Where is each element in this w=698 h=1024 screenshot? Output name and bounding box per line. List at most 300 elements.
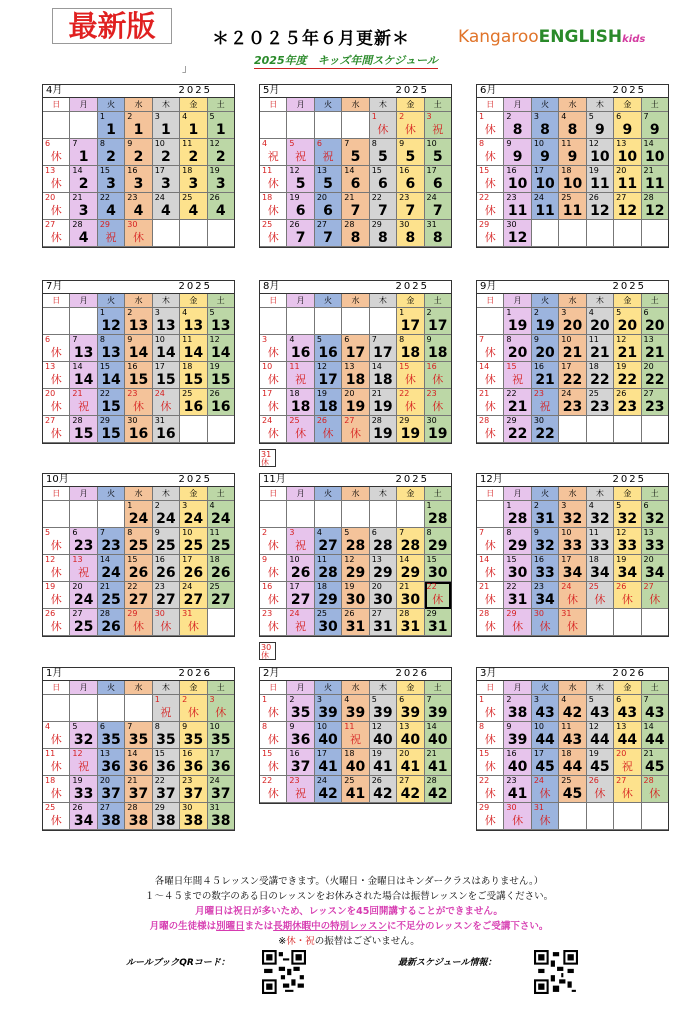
lesson-number: 26 xyxy=(290,565,311,581)
day-cell xyxy=(315,362,342,389)
lesson-number: 30 xyxy=(507,565,528,581)
day-number: 27 xyxy=(643,389,654,398)
day-cell xyxy=(125,776,152,803)
day-cell xyxy=(98,609,125,636)
day-cell xyxy=(125,528,152,555)
day-cell xyxy=(208,335,234,362)
weekday-label: 水 xyxy=(342,681,369,695)
day-cell xyxy=(260,722,287,749)
empty-cell xyxy=(287,501,314,528)
lesson-number: 3 xyxy=(78,203,89,219)
lesson-number: 36 xyxy=(128,759,149,775)
day-number: 5 xyxy=(209,308,215,317)
month-year: 2026 xyxy=(395,668,429,679)
lesson-number: 29 xyxy=(428,538,448,554)
day-cell xyxy=(397,722,424,749)
holiday-mark: 休 xyxy=(484,760,496,773)
lesson-number: 42 xyxy=(400,786,421,802)
lesson-number: 9 xyxy=(649,122,660,138)
weekday-header xyxy=(43,98,234,112)
day-cell xyxy=(425,166,451,193)
day-number: 11 xyxy=(561,722,572,731)
day-cell xyxy=(70,749,97,776)
lesson-number: 35 xyxy=(156,732,176,748)
day-cell xyxy=(98,416,125,443)
day-number: 20 xyxy=(316,193,328,202)
day-number: 2 xyxy=(182,695,188,704)
day-number: 2 xyxy=(426,308,432,317)
day-number: 16 xyxy=(154,555,165,564)
lesson-number: 4 xyxy=(106,203,116,219)
day-number: 24 xyxy=(182,582,193,591)
day-cell xyxy=(315,582,342,609)
day-number: 8 xyxy=(506,335,512,344)
day-cell xyxy=(260,695,287,722)
day-number: 2 xyxy=(262,528,268,537)
lesson-number: 17 xyxy=(373,345,393,361)
day-number: 3 xyxy=(426,112,432,121)
weekday-label: 火 xyxy=(532,681,559,695)
lesson-number: 29 xyxy=(373,565,393,581)
day-cell xyxy=(153,776,180,803)
lesson-number: 24 xyxy=(183,511,204,527)
lesson-number: 19 xyxy=(345,399,366,415)
lesson-number: 39 xyxy=(400,705,421,721)
day-number: 29 xyxy=(99,416,111,425)
day-cell xyxy=(642,582,668,609)
day-number: 12 xyxy=(616,528,627,537)
weekday-label: 日 xyxy=(260,487,287,501)
weekday-label: 日 xyxy=(260,294,287,308)
day-number: 4 xyxy=(588,501,594,510)
rulebook-qr-code[interactable] xyxy=(262,950,306,994)
day-cell xyxy=(397,335,424,362)
day-cell xyxy=(559,776,586,803)
day-number: 31 xyxy=(533,803,545,812)
day-number: 28 xyxy=(479,416,490,425)
day-number: 14 xyxy=(72,362,83,371)
day-number: 20 xyxy=(72,582,83,591)
day-cell xyxy=(504,722,531,749)
lesson-number: 15 xyxy=(73,426,94,442)
lesson-number: 9 xyxy=(622,122,633,138)
day-number: 3 xyxy=(533,695,539,704)
stray-bracket: 」 xyxy=(182,64,192,75)
day-cell xyxy=(397,582,424,609)
lesson-number: 21 xyxy=(562,345,583,361)
day-number: 15 xyxy=(399,362,410,371)
holiday-mark: 休 xyxy=(50,150,62,163)
day-cell xyxy=(477,416,504,443)
day-number: 13 xyxy=(616,722,627,731)
day-number: 16 xyxy=(506,749,517,758)
holiday-mark: 祝 xyxy=(322,150,334,163)
day-cell xyxy=(504,695,531,722)
weekday-label: 水 xyxy=(559,487,586,501)
week-row xyxy=(43,416,234,443)
day-number: 15 xyxy=(479,166,490,175)
day-number: 29 xyxy=(371,220,382,229)
empty-cell xyxy=(70,501,97,528)
month-year: 2025 xyxy=(395,85,429,96)
day-cell xyxy=(98,193,125,220)
day-number: 2 xyxy=(399,112,405,121)
day-cell xyxy=(43,139,70,166)
day-cell xyxy=(342,416,369,443)
empty-cell xyxy=(477,501,504,528)
day-number: 15 xyxy=(99,362,111,371)
day-number: 12 xyxy=(588,139,599,148)
day-cell xyxy=(208,749,234,776)
day-number: 5 xyxy=(344,528,350,537)
schedule-qr-code[interactable] xyxy=(534,950,578,994)
lesson-number: 13 xyxy=(101,345,121,361)
day-cell xyxy=(342,335,369,362)
lesson-number: 10 xyxy=(617,149,638,165)
lesson-number: 10 xyxy=(590,149,610,165)
day-number: 25 xyxy=(209,582,220,591)
day-cell xyxy=(397,362,424,389)
lesson-number: 6 xyxy=(405,176,416,192)
holiday-mark: 休 xyxy=(267,760,279,773)
note-other-day: 別曜日 xyxy=(216,921,245,932)
day-number: 18 xyxy=(588,362,599,371)
lesson-number: 11 xyxy=(562,203,583,219)
day-number: 2 xyxy=(127,308,133,317)
empty-cell xyxy=(287,112,314,139)
week-row xyxy=(477,501,668,528)
day-number: 31 xyxy=(154,416,165,425)
day-number: 26 xyxy=(344,609,355,618)
holiday-mark: 休 xyxy=(267,346,279,359)
day-number: 16 xyxy=(399,166,410,175)
lesson-number: 4 xyxy=(188,203,199,219)
day-cell xyxy=(397,220,424,247)
holiday-mark: 休 xyxy=(621,593,633,606)
day-cell xyxy=(315,335,342,362)
day-number: 19 xyxy=(45,582,56,591)
lesson-number: 17 xyxy=(345,345,366,361)
day-number: 18 xyxy=(289,389,300,398)
day-number: 28 xyxy=(72,220,83,229)
month-year: 2025 xyxy=(612,281,646,292)
holiday-mark: 祝 xyxy=(295,373,307,386)
lesson-number: 33 xyxy=(73,786,94,802)
day-cell xyxy=(397,193,424,220)
day-cell xyxy=(180,609,207,636)
lesson-number: 18 xyxy=(318,399,338,415)
month-header xyxy=(43,668,234,681)
day-cell xyxy=(43,362,70,389)
holiday-mark: 休 xyxy=(50,539,62,552)
day-number: 9 xyxy=(182,722,188,731)
weekday-label: 金 xyxy=(397,294,424,308)
day-number: 9 xyxy=(533,335,539,344)
day-number: 30 xyxy=(399,220,410,229)
note-makeup-lessons: １～４５までの数字のある日のレッスンをお休みされた場合は振替レッスンをご受講ください。 xyxy=(144,891,554,902)
day-number: 13 xyxy=(316,166,328,175)
day-number: 13 xyxy=(99,749,111,758)
day-cell xyxy=(504,776,531,803)
day-number: 27 xyxy=(45,220,56,229)
day-number: 9 xyxy=(262,555,268,564)
day-number: 27 xyxy=(399,776,410,785)
day-cell xyxy=(642,362,668,389)
holiday-mark: 休 xyxy=(484,400,496,413)
weekday-label: 木 xyxy=(370,294,397,308)
day-number: 22 xyxy=(426,582,437,591)
day-number: 10 xyxy=(533,139,545,148)
lesson-number: 4 xyxy=(215,203,226,219)
day-number: 10 xyxy=(289,555,300,564)
day-cell xyxy=(477,528,504,555)
day-number: 12 xyxy=(588,722,599,731)
weekday-label: 月 xyxy=(504,294,531,308)
day-cell xyxy=(642,501,668,528)
week-row xyxy=(43,582,234,609)
holiday-mark: 祝 xyxy=(160,706,172,719)
day-cell xyxy=(180,776,207,803)
day-number: 8 xyxy=(154,722,160,731)
day-cell xyxy=(287,749,314,776)
day-number: 27 xyxy=(316,220,328,229)
day-cell xyxy=(315,555,342,582)
day-cell xyxy=(559,139,586,166)
day-number: 1 xyxy=(479,112,485,121)
lesson-number: 14 xyxy=(211,345,231,361)
day-cell xyxy=(180,501,207,528)
day-number: 22 xyxy=(479,776,490,785)
lesson-number: 11 xyxy=(617,176,638,192)
lesson-number: 37 xyxy=(211,786,231,802)
holiday-mark: 休 xyxy=(50,760,62,773)
empty-cell xyxy=(208,609,234,636)
lesson-number: 12 xyxy=(617,203,638,219)
month-year: 2025 xyxy=(178,85,212,96)
day-cell xyxy=(532,389,559,416)
day-number: 10 xyxy=(561,528,572,537)
day-number: 6 xyxy=(371,528,377,537)
day-number: 27 xyxy=(99,803,111,812)
day-cell xyxy=(315,220,342,247)
weekday-label: 木 xyxy=(153,681,180,695)
day-cell xyxy=(425,389,451,416)
day-number: 11 xyxy=(182,335,193,344)
day-number: 8 xyxy=(99,335,105,344)
lesson-number: 13 xyxy=(128,318,149,334)
holiday-mark: 休 xyxy=(539,620,551,633)
lesson-number: 14 xyxy=(128,345,149,361)
holiday-mark: 休 xyxy=(267,400,279,413)
day-number: 17 xyxy=(262,389,273,398)
weekday-label: 火 xyxy=(98,681,125,695)
day-number: 9 xyxy=(506,139,512,148)
day-number: 19 xyxy=(344,582,355,591)
day-number: 12 xyxy=(616,335,627,344)
day-number: 29 xyxy=(154,803,165,812)
day-cell xyxy=(70,803,97,830)
day-number: 9 xyxy=(127,139,133,148)
day-cell xyxy=(532,139,559,166)
day-cell xyxy=(342,139,369,166)
day-number: 17 xyxy=(533,749,545,758)
lesson-number: 24 xyxy=(156,511,176,527)
day-cell xyxy=(70,362,97,389)
lesson-number: 24 xyxy=(73,592,94,608)
day-cell xyxy=(125,416,152,443)
empty-cell xyxy=(70,112,97,139)
weekday-label: 水 xyxy=(559,98,586,112)
day-number: 7 xyxy=(479,335,485,344)
lesson-number: 42 xyxy=(318,786,338,802)
lesson-number: 11 xyxy=(535,203,555,219)
day-number: 8 xyxy=(371,139,377,148)
day-cell xyxy=(208,555,234,582)
day-cell xyxy=(425,609,451,636)
day-cell xyxy=(260,335,287,362)
page-subtitle: 2025年度 キッズ年間スケジュール xyxy=(254,54,438,67)
day-number: 14 xyxy=(72,166,83,175)
day-cell xyxy=(425,139,451,166)
week-row xyxy=(43,335,234,362)
empty-cell xyxy=(43,501,70,528)
week-row xyxy=(43,803,234,830)
month-header xyxy=(477,281,668,294)
holiday-mark: 休 xyxy=(484,346,496,359)
weekday-label: 木 xyxy=(370,98,397,112)
month-calendar xyxy=(476,473,669,637)
day-number: 1 xyxy=(154,695,160,704)
holiday-mark: 祝 xyxy=(432,123,444,136)
day-number: 18 xyxy=(209,555,220,564)
day-number: 8 xyxy=(127,528,133,537)
month-calendar xyxy=(476,667,669,831)
day-number: 17 xyxy=(154,166,165,175)
day-number: 14 xyxy=(399,555,410,564)
weekday-label: 金 xyxy=(180,98,207,112)
empty-cell xyxy=(98,695,125,722)
lesson-number: 41 xyxy=(373,759,393,775)
day-cell xyxy=(532,803,559,830)
empty-cell xyxy=(587,220,614,247)
day-number: 22 xyxy=(127,582,138,591)
day-cell xyxy=(43,776,70,803)
day-number: 20 xyxy=(616,166,627,175)
lesson-number: 7 xyxy=(295,230,306,246)
day-cell xyxy=(70,582,97,609)
holiday-mark: 休 xyxy=(267,706,279,719)
day-cell xyxy=(125,220,152,247)
lesson-number: 5 xyxy=(295,176,306,192)
weekday-label: 土 xyxy=(208,294,234,308)
day-number: 7 xyxy=(426,695,432,704)
lesson-number: 41 xyxy=(428,759,448,775)
day-number: 27 xyxy=(371,609,382,618)
empty-cell xyxy=(342,501,369,528)
note-text: 月曜の生徒様は xyxy=(149,921,217,932)
kangaroo-english-logo xyxy=(458,27,645,47)
weekday-label: 木 xyxy=(153,294,180,308)
day-cell xyxy=(287,609,314,636)
lesson-number: 34 xyxy=(645,565,665,581)
month-name: 5月 xyxy=(263,85,280,96)
day-cell xyxy=(477,166,504,193)
day-cell xyxy=(504,555,531,582)
day-number: 25 xyxy=(289,416,300,425)
empty-cell xyxy=(315,501,342,528)
day-number: 21 xyxy=(99,582,111,591)
lesson-number: 16 xyxy=(128,426,149,442)
weekday-label: 金 xyxy=(180,294,207,308)
week-row xyxy=(43,501,234,528)
day-cell xyxy=(425,362,451,389)
day-number: 7 xyxy=(127,722,133,731)
day-cell xyxy=(342,362,369,389)
week-row xyxy=(43,528,234,555)
day-cell xyxy=(642,308,668,335)
day-cell xyxy=(153,609,180,636)
lesson-number: 1 xyxy=(188,122,199,138)
empty-cell xyxy=(587,416,614,443)
weekday-label: 月 xyxy=(287,487,314,501)
lesson-number: 6 xyxy=(295,203,306,219)
holiday-mark: 休 xyxy=(267,620,279,633)
day-number: 22 xyxy=(371,193,382,202)
lesson-number: 12 xyxy=(101,318,121,334)
weekday-label: 木 xyxy=(370,681,397,695)
day-number: 22 xyxy=(262,776,273,785)
day-cell xyxy=(559,308,586,335)
day-number: 11 xyxy=(588,528,599,537)
lesson-number: 27 xyxy=(183,592,204,608)
holiday-mark: 休 xyxy=(267,566,279,579)
lesson-number: 19 xyxy=(507,318,528,334)
day-number: 24 xyxy=(533,193,545,202)
day-number: 25 xyxy=(182,193,193,202)
day-cell xyxy=(504,389,531,416)
lesson-number: 20 xyxy=(507,345,528,361)
empty-cell xyxy=(208,416,234,443)
holiday-mark: 休 xyxy=(539,814,551,827)
day-cell xyxy=(397,609,424,636)
day-number: 10 xyxy=(209,722,220,731)
day-cell xyxy=(43,389,70,416)
day-cell xyxy=(153,308,180,335)
day-number: 13 xyxy=(643,335,654,344)
lesson-number: 12 xyxy=(507,230,528,246)
overflow-day-cell xyxy=(259,449,276,467)
holiday-mark: 祝 xyxy=(78,566,90,579)
day-cell xyxy=(397,776,424,803)
day-cell xyxy=(397,528,424,555)
day-number: 21 xyxy=(72,193,83,202)
day-cell xyxy=(559,193,586,220)
holiday-mark: 休 xyxy=(404,400,416,413)
day-number: 4 xyxy=(182,112,188,121)
day-number: 22 xyxy=(506,582,517,591)
day-cell xyxy=(43,193,70,220)
weekday-label: 日 xyxy=(260,98,287,112)
week-row xyxy=(260,166,451,193)
day-cell xyxy=(342,722,369,749)
weekday-header xyxy=(477,487,668,501)
empty-cell xyxy=(260,308,287,335)
weekday-header xyxy=(477,681,668,695)
day-cell xyxy=(370,555,397,582)
day-cell xyxy=(260,776,287,803)
weekday-label: 月 xyxy=(70,294,97,308)
holiday-mark: 休 xyxy=(432,373,444,386)
